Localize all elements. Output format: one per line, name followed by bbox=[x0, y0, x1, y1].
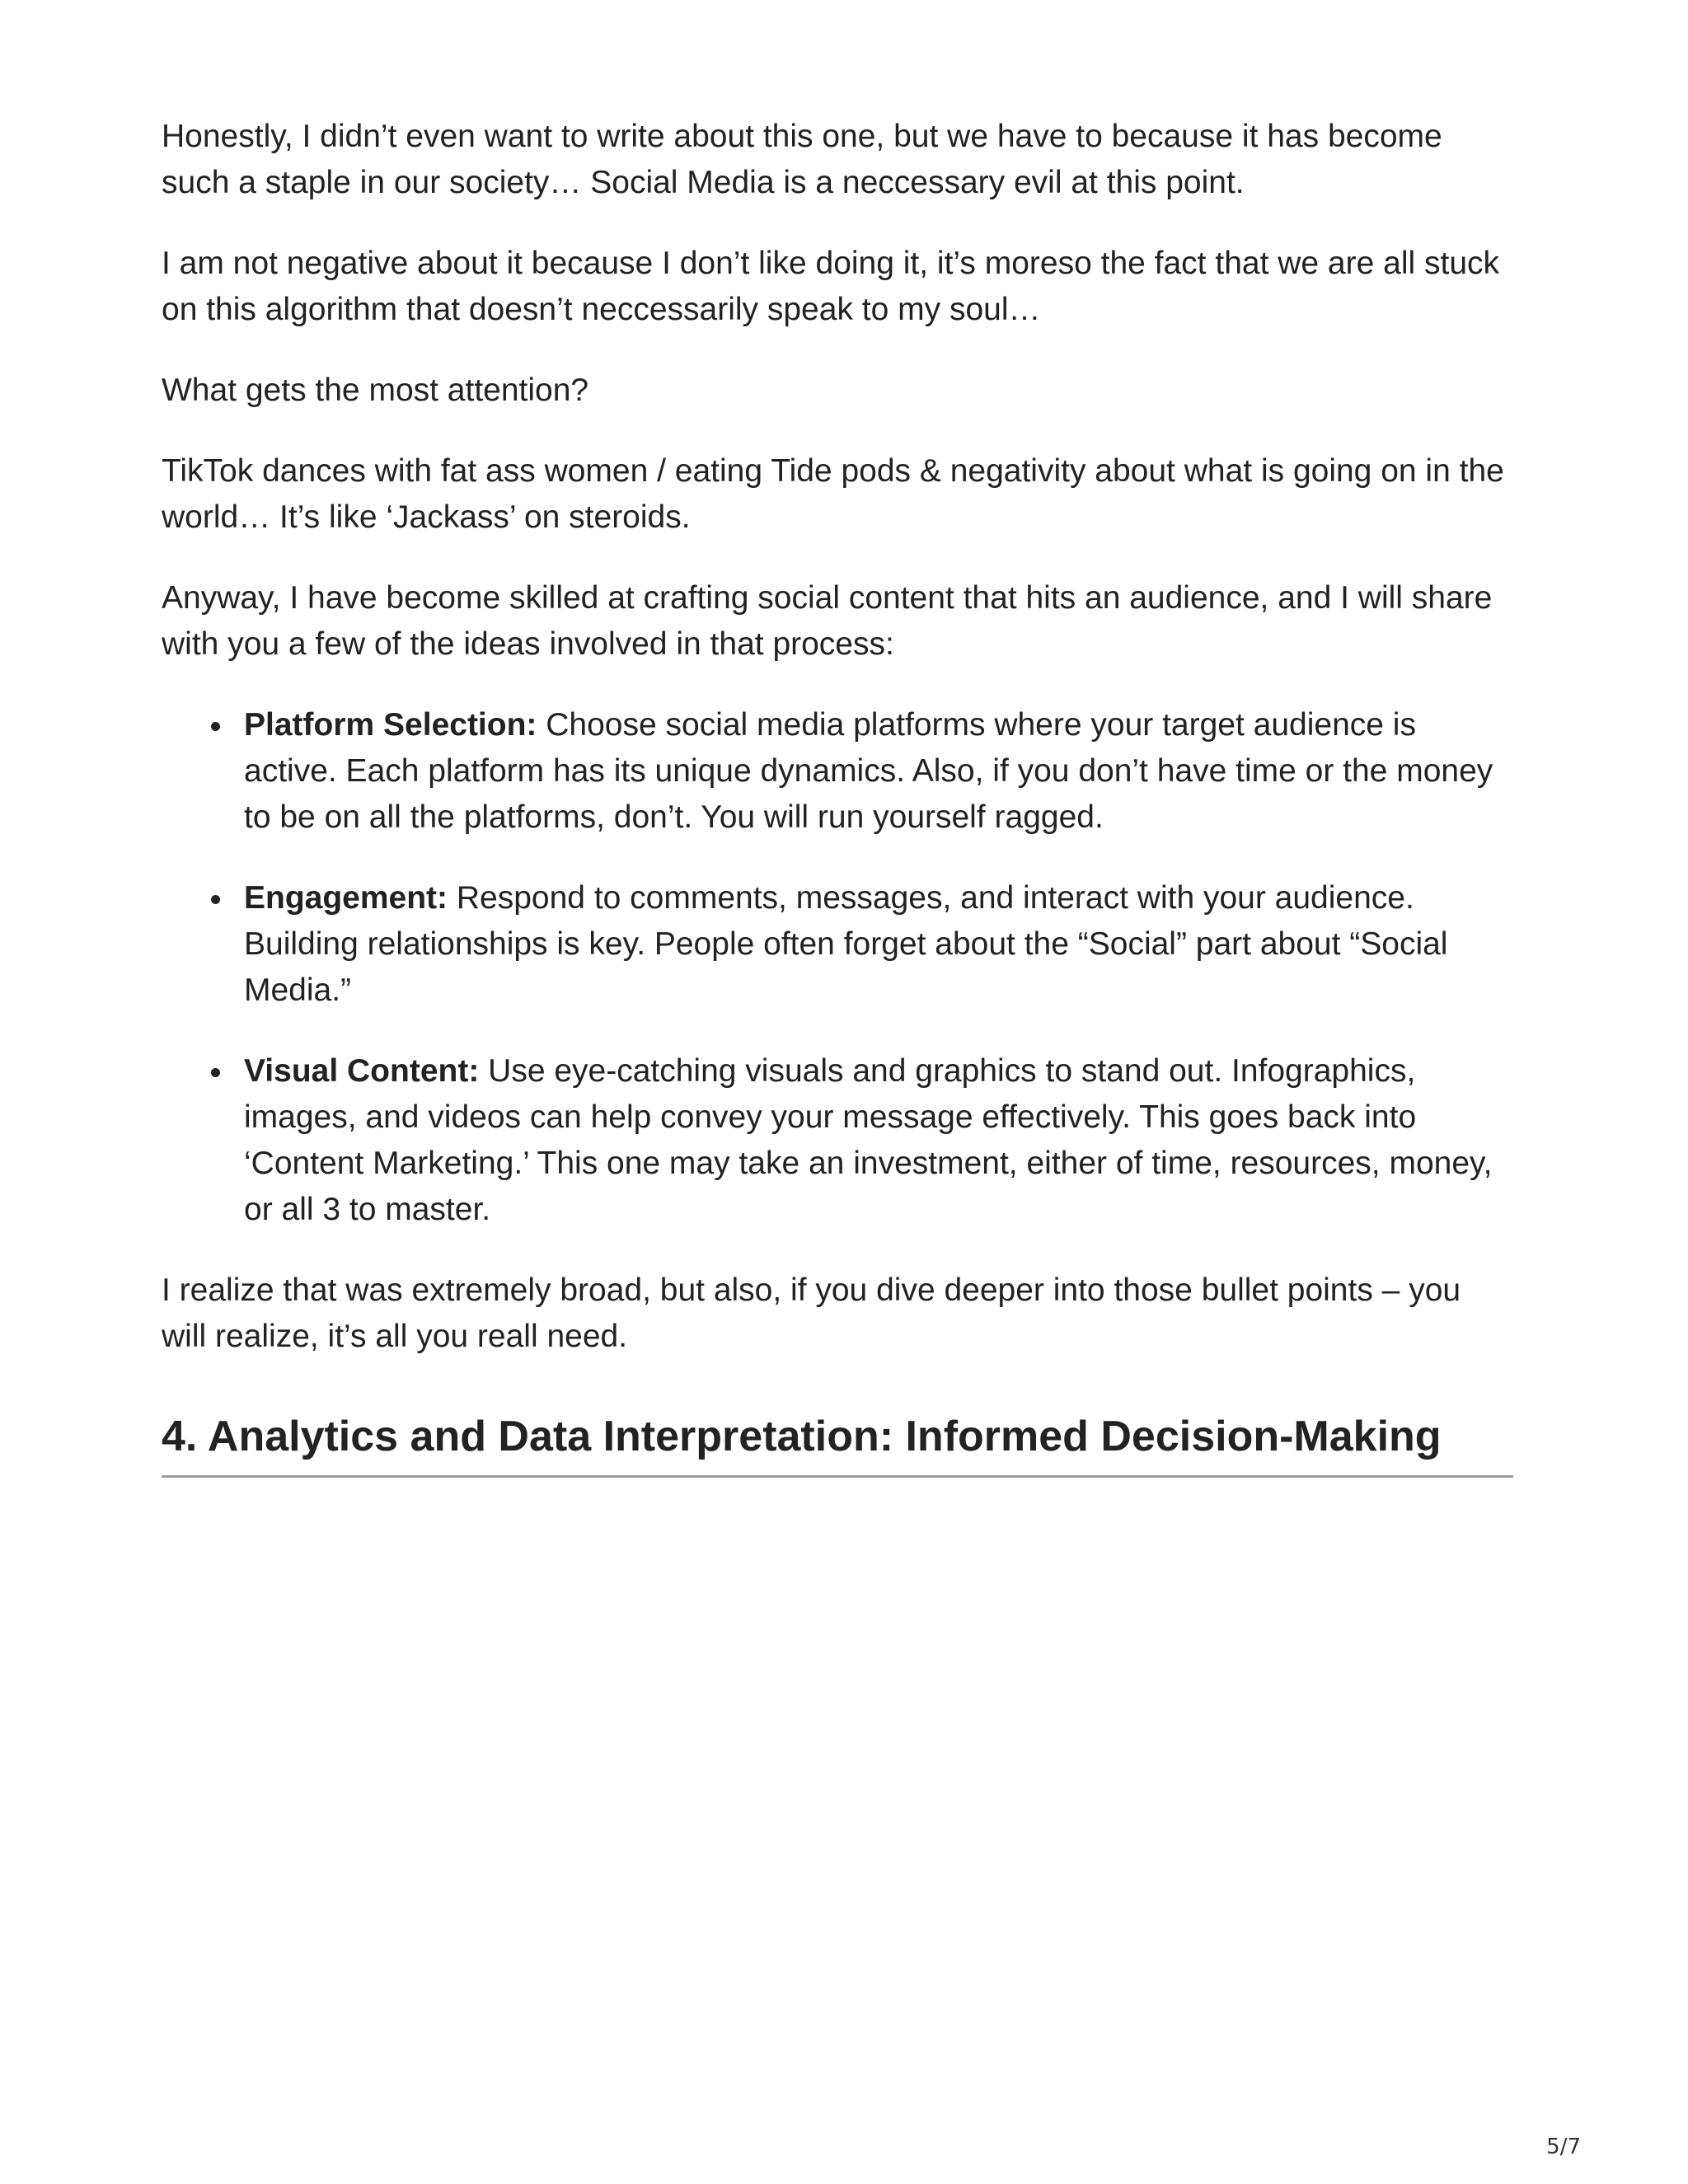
paragraph: Anyway, I have become skilled at crafting social content that hits an audience, and I will share with you a few of the ideas involved in that process: bbox=[162, 580, 1493, 662]
list-item-text: Choose social media platforms where your target audience is active. Each platform has its unique dynamics. Also, if you don’t have time or the money to be on all the platforms, don’t. You will run yourself ragged. bbox=[244, 707, 1493, 835]
bullet-icon bbox=[211, 1068, 220, 1077]
section-heading: 4. Analytics and Data Interpretation: Informed Decision-Making bbox=[162, 1409, 1513, 1478]
list-item bbox=[244, 702, 1513, 841]
paragraph: TikTok dances with fat ass women / eating Tide pods & negativity about what is going on in the world… It’s like ‘Jackass’ on steroids. bbox=[162, 453, 1504, 535]
paragraph: What gets the most attention? bbox=[162, 373, 589, 408]
list-item-label: Platform Selection: bbox=[244, 707, 537, 743]
list-item-text: Respond to comments, messages, and interact with your audience. Building relationships is key. People often forget about the “Social” part about “Social Media.” bbox=[244, 880, 1448, 1008]
list-item-label: Visual Content: bbox=[244, 1053, 480, 1089]
bullet-icon bbox=[211, 722, 220, 731]
list-item bbox=[244, 875, 1513, 1014]
list-item bbox=[244, 1048, 1513, 1233]
paragraph: I am not negative about it because I don’t like doing it, it’s moreso the fact that we are all stuck on this algorithm that doesn’t neccessarily speak to my soul… bbox=[162, 246, 1500, 327]
document-body bbox=[162, 114, 1513, 1478]
bullet-icon bbox=[211, 895, 220, 904]
bullet-list bbox=[162, 702, 1513, 1233]
list-item-label: Engagement: bbox=[244, 880, 448, 916]
paragraph: I realize that was extremely broad, but also, if you dive deeper into those bullet points – you will realize, it’s all you reall need. bbox=[162, 1272, 1461, 1354]
paragraph: Honestly, I didn’t even want to write about this one, but we have to because it has become such a staple in our society… Social Media is a neccessary evil at this point. bbox=[162, 119, 1442, 200]
list-item-text: Use eye-catching visuals and graphics to stand out. Infographics, images, and videos can help convey your message effectively. This goes back into ‘Content Marketing.’ This one may take an investment, either of time, resources, money, or all 3 to master. bbox=[244, 1053, 1493, 1227]
page-number: 5/7 bbox=[1546, 2135, 1581, 2159]
